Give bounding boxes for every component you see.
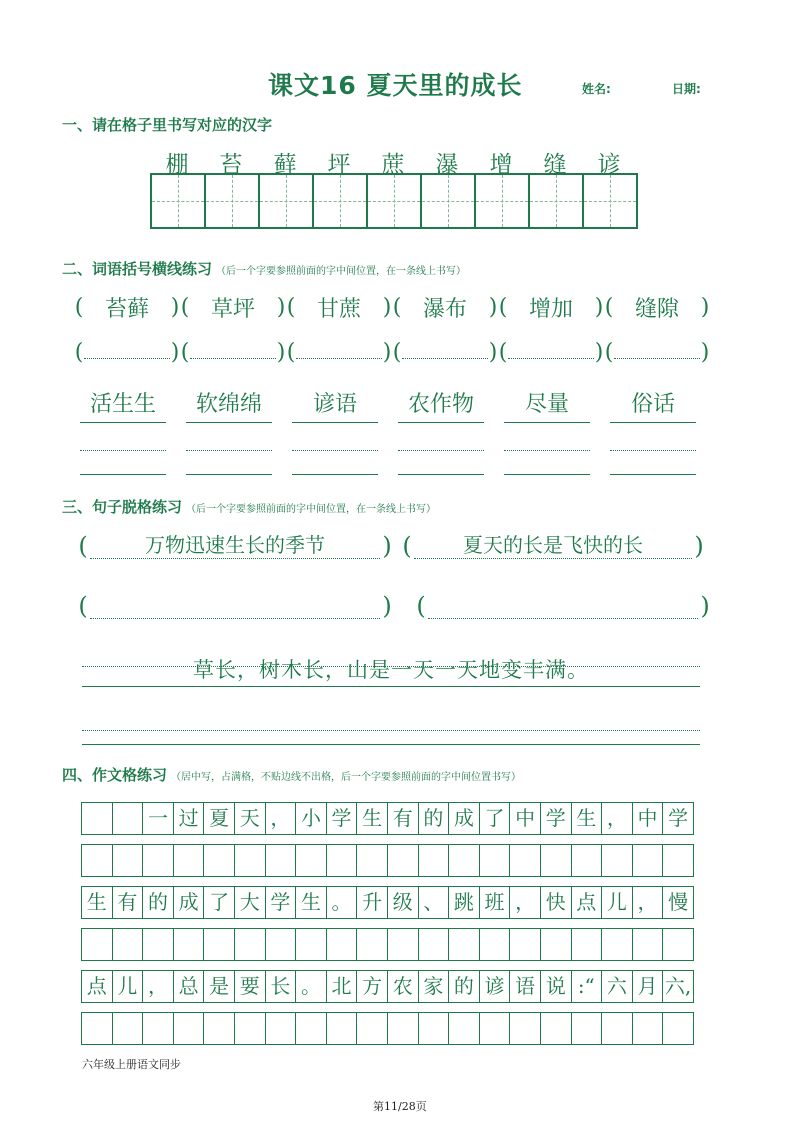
composition-blank-cell[interactable] [295, 1012, 327, 1045]
char: 棚 [165, 152, 189, 178]
composition-cell: ， [632, 886, 664, 919]
composition-cell: 成 [448, 802, 480, 835]
composition-cell: 是 [203, 970, 235, 1003]
composition-cell: 过 [173, 802, 205, 835]
composition-cell: 夏 [203, 802, 235, 835]
composition-cell: 学 [265, 886, 297, 919]
section2-title: 二、词语括号横线练习 [62, 260, 213, 278]
line-blank-row [80, 442, 716, 475]
composition-blank-cell[interactable] [234, 928, 266, 961]
tianzige-grid [150, 173, 638, 229]
char: 苔 [219, 152, 243, 178]
composition-blank-cell[interactable] [173, 844, 205, 877]
composition-blank-row [82, 928, 694, 961]
composition-cell: 了 [203, 886, 235, 919]
composition-blank-cell[interactable] [509, 1012, 541, 1045]
section2-note: （后一个字要参照前面的字中间位置，在一条线上书写） [216, 266, 467, 277]
line-blank[interactable] [398, 442, 484, 475]
composition-cell: 的 [448, 970, 480, 1003]
section4-title: 四、作文格练习 [62, 766, 168, 784]
composition-cell: 家 [418, 970, 450, 1003]
paren-word: ( 瀑布 ) [392, 292, 498, 323]
composition-cell: 农 [387, 970, 419, 1003]
composition-blank-cell[interactable] [479, 1012, 511, 1045]
phrase-row [76, 532, 706, 560]
writing-cell[interactable] [583, 174, 637, 228]
composition-cell: 的 [142, 886, 174, 919]
composition-blank-row [82, 844, 694, 877]
composition-cell: 儿 [601, 886, 633, 919]
composition-blank-cell[interactable] [356, 1012, 388, 1045]
line-blank[interactable] [80, 442, 166, 475]
composition-cell: ， [601, 802, 633, 835]
phrase-group: ( 夏天的长是飞快的长 ) [402, 532, 704, 560]
composition-blank-cell[interactable] [203, 844, 235, 877]
composition-cell: 学 [540, 802, 572, 835]
composition-blank-cell[interactable] [632, 928, 664, 961]
composition-blank-cell[interactable] [479, 844, 511, 877]
composition-cell: 快 [540, 886, 572, 919]
paren-word: ( 增加 ) [498, 292, 604, 323]
composition-cell: 。 [326, 886, 358, 919]
composition-cell: 有 [112, 886, 144, 919]
composition-blank-cell[interactable] [448, 1012, 480, 1045]
char: 缝 [543, 152, 567, 178]
composition-blank-cell[interactable] [295, 928, 327, 961]
composition-cell: 跳 [448, 886, 480, 919]
book-footer: 六年级上册语文同步 [82, 1058, 181, 1071]
word: 缝隙 [634, 297, 679, 322]
char: 坪 [327, 152, 351, 178]
paren-word: ( 苔藓 ) [74, 292, 180, 323]
composition-blank-cell[interactable] [326, 844, 358, 877]
composition-blank-cell[interactable] [662, 928, 694, 961]
composition-cell: 总 [173, 970, 205, 1003]
word: 甘蔗 [316, 297, 361, 322]
phrase: 夏天的长是飞快的长 [414, 534, 692, 559]
composition-blank-cell[interactable] [203, 928, 235, 961]
composition-cell [81, 802, 113, 835]
composition-cell: 生 [81, 886, 113, 919]
composition-blank-cell[interactable] [142, 844, 174, 877]
composition-blank-cell[interactable] [418, 844, 450, 877]
paren-blank-row [74, 340, 710, 365]
composition-cell: 大 [234, 886, 266, 919]
line-blank[interactable] [610, 442, 696, 475]
char: 藓 [273, 152, 297, 178]
composition-cell: 中 [509, 802, 541, 835]
composition-blank-cell[interactable] [418, 928, 450, 961]
composition-cell: ， [509, 886, 541, 919]
composition-blank-cell[interactable] [571, 844, 603, 877]
paren-blank[interactable]: ( ) [498, 340, 604, 365]
paren-word: ( 草坪 ) [180, 292, 286, 323]
composition-blank-cell[interactable] [632, 1012, 664, 1045]
writing-cell[interactable] [367, 174, 421, 228]
composition-blank-cell[interactable] [571, 1012, 603, 1045]
composition-cell: 说 [540, 970, 572, 1003]
composition-blank-cell[interactable] [81, 928, 113, 961]
writing-cell[interactable] [421, 174, 475, 228]
composition-cell: 一 [142, 802, 174, 835]
page-number: 第11/28页 [373, 1100, 427, 1113]
char: 谚 [597, 152, 621, 178]
composition-blank-cell[interactable] [448, 844, 480, 877]
phrase-group: ( 万物迅速生长的季节 ) [78, 532, 392, 560]
composition-cell: 慢 [662, 886, 694, 919]
line-blank[interactable] [186, 442, 272, 475]
section2-heading [62, 258, 466, 279]
composition-cell: 。 [295, 970, 327, 1003]
composition-cell: 学 [326, 802, 358, 835]
composition-blank-cell[interactable] [112, 1012, 144, 1045]
composition-row [82, 802, 694, 835]
line-word: 软绵绵 [186, 390, 272, 423]
phrase-blank-row [76, 592, 712, 620]
composition-cell: 班 [479, 886, 511, 919]
composition-cell: 成 [173, 886, 205, 919]
paren-word: ( 甘蔗 ) [286, 292, 392, 323]
line-blank[interactable] [292, 442, 378, 475]
paren-word: ( 缝隙 ) [604, 292, 710, 323]
date-label: 日期: [672, 82, 701, 96]
composition-blank-cell[interactable] [81, 1012, 113, 1045]
line-word: 活生生 [80, 390, 166, 423]
composition-blank-cell[interactable] [540, 928, 572, 961]
composition-blank-cell[interactable] [356, 928, 388, 961]
composition-blank-cell[interactable] [234, 1012, 266, 1045]
composition-cell [112, 802, 144, 835]
composition-cell: 要 [234, 970, 266, 1003]
composition-blank-cell[interactable] [173, 928, 205, 961]
composition-cell: 级 [387, 886, 419, 919]
composition-blank-cell[interactable] [326, 928, 358, 961]
word: 草坪 [210, 297, 255, 322]
composition-blank-cell[interactable] [509, 844, 541, 877]
composition-blank-cell[interactable] [509, 928, 541, 961]
paren-blank[interactable]: ( ) [180, 340, 286, 365]
section3-heading [62, 496, 436, 517]
composition-blank-cell[interactable] [540, 844, 572, 877]
paren-word-row [74, 292, 710, 323]
paren-blank[interactable]: ( ) [74, 340, 180, 365]
writing-cell[interactable] [259, 174, 313, 228]
composition-blank-cell[interactable] [632, 844, 664, 877]
composition-cell: 了 [479, 802, 511, 835]
composition-row [82, 886, 694, 919]
composition-cell: 六, [662, 970, 694, 1003]
line-word-row [80, 390, 716, 423]
word: 瀑布 [422, 297, 467, 322]
composition-cell: 中 [632, 802, 664, 835]
composition-cell: 谚 [479, 970, 511, 1003]
char: 蔗 [381, 152, 405, 178]
line-blank[interactable] [504, 442, 590, 475]
composition-cell: 学 [662, 802, 694, 835]
section1-heading: 一、请在格子里书写对应的汉字 [62, 116, 273, 134]
composition-blank-cell[interactable] [479, 928, 511, 961]
char: 增 [489, 152, 513, 178]
composition-blank-cell[interactable] [265, 928, 297, 961]
composition-blank-cell[interactable] [601, 928, 633, 961]
composition-cell: 有 [387, 802, 419, 835]
composition-cell: 生 [356, 802, 388, 835]
composition-blank-row [82, 1012, 694, 1045]
composition-blank-cell[interactable] [203, 1012, 235, 1045]
composition-cell: 升 [356, 886, 388, 919]
composition-blank-cell[interactable] [540, 1012, 572, 1045]
phrase: 万物迅速生长的季节 [90, 534, 380, 559]
composition-blank-cell[interactable] [662, 844, 694, 877]
composition-blank-cell[interactable] [265, 1012, 297, 1045]
composition-cell: 语 [509, 970, 541, 1003]
composition-blank-cell[interactable] [112, 844, 144, 877]
line-word: 尽量 [504, 390, 590, 423]
composition-blank-cell[interactable] [387, 1012, 419, 1045]
composition-cell: 生 [295, 886, 327, 919]
page-title: 课文16 夏天里的成长 [268, 71, 523, 100]
sentence-line [82, 654, 700, 688]
composition-cell: 儿 [112, 970, 144, 1003]
writing-cell[interactable] [529, 174, 583, 228]
sentence: 草长，树木长，山是一天一天地变丰满。 [193, 658, 589, 682]
phrase-blank[interactable]: ( ) [416, 592, 710, 620]
composition-blank-cell[interactable] [387, 928, 419, 961]
composition-blank-cell[interactable] [448, 928, 480, 961]
composition-blank-cell[interactable] [601, 1012, 633, 1045]
paren-blank[interactable]: ( ) [604, 340, 710, 365]
composition-blank-cell[interactable] [265, 844, 297, 877]
composition-blank-cell[interactable] [173, 1012, 205, 1045]
composition-cell: 的 [418, 802, 450, 835]
composition-cell: 点 [571, 886, 603, 919]
word: 苔藓 [104, 297, 149, 322]
sentence-blank-line[interactable] [82, 718, 700, 748]
composition-row [82, 970, 694, 1003]
composition-blank-cell[interactable] [112, 928, 144, 961]
writing-cell[interactable] [475, 174, 529, 228]
line-word: 谚语 [292, 390, 378, 423]
composition-cell: 、 [418, 886, 450, 919]
phrase-blank[interactable]: ( ) [78, 592, 392, 620]
composition-blank-cell[interactable] [326, 1012, 358, 1045]
writing-cell[interactable] [313, 174, 367, 228]
composition-cell: :“ [571, 970, 603, 1003]
composition-blank-cell[interactable] [601, 844, 633, 877]
composition-cell: 天 [234, 802, 266, 835]
composition-blank-cell[interactable] [387, 844, 419, 877]
composition-blank-cell[interactable] [142, 1012, 174, 1045]
composition-cell: 六 [601, 970, 633, 1003]
word: 增加 [528, 297, 573, 322]
composition-blank-cell[interactable] [662, 1012, 694, 1045]
section3-title: 三、句子脱格练习 [62, 498, 183, 516]
line-word: 农作物 [398, 390, 484, 423]
writing-cell[interactable] [205, 174, 259, 228]
char: 瀑 [435, 152, 459, 178]
line-word: 俗话 [610, 390, 696, 423]
name-label: 姓名: [582, 82, 611, 96]
composition-cell: 点 [81, 970, 113, 1003]
paren-blank[interactable]: ( ) [392, 340, 498, 365]
composition-cell: 长 [265, 970, 297, 1003]
composition-cell: 北 [326, 970, 358, 1003]
writing-cell[interactable] [151, 174, 205, 228]
composition-cell: 方 [356, 970, 388, 1003]
composition-cell: 月 [632, 970, 664, 1003]
composition-blank-cell[interactable] [356, 844, 388, 877]
composition-blank-cell[interactable] [81, 844, 113, 877]
composition-blank-cell[interactable] [418, 1012, 450, 1045]
section4-note: （居中写，占满格，不贴边线不出格，后一个字要参照前面的字中间位置书写） [171, 772, 522, 783]
composition-blank-cell[interactable] [571, 928, 603, 961]
composition-cell: ， [142, 970, 174, 1003]
composition-blank-cell[interactable] [295, 844, 327, 877]
paren-blank[interactable]: ( ) [286, 340, 392, 365]
composition-blank-cell[interactable] [234, 844, 266, 877]
section3-note: （后一个字要参照前面的字中间位置，在一条线上书写） [186, 504, 437, 515]
section4-heading [62, 764, 521, 785]
composition-cell: 生 [571, 802, 603, 835]
composition-cell: 小 [295, 802, 327, 835]
composition-cell: ， [265, 802, 297, 835]
composition-blank-cell[interactable] [142, 928, 174, 961]
